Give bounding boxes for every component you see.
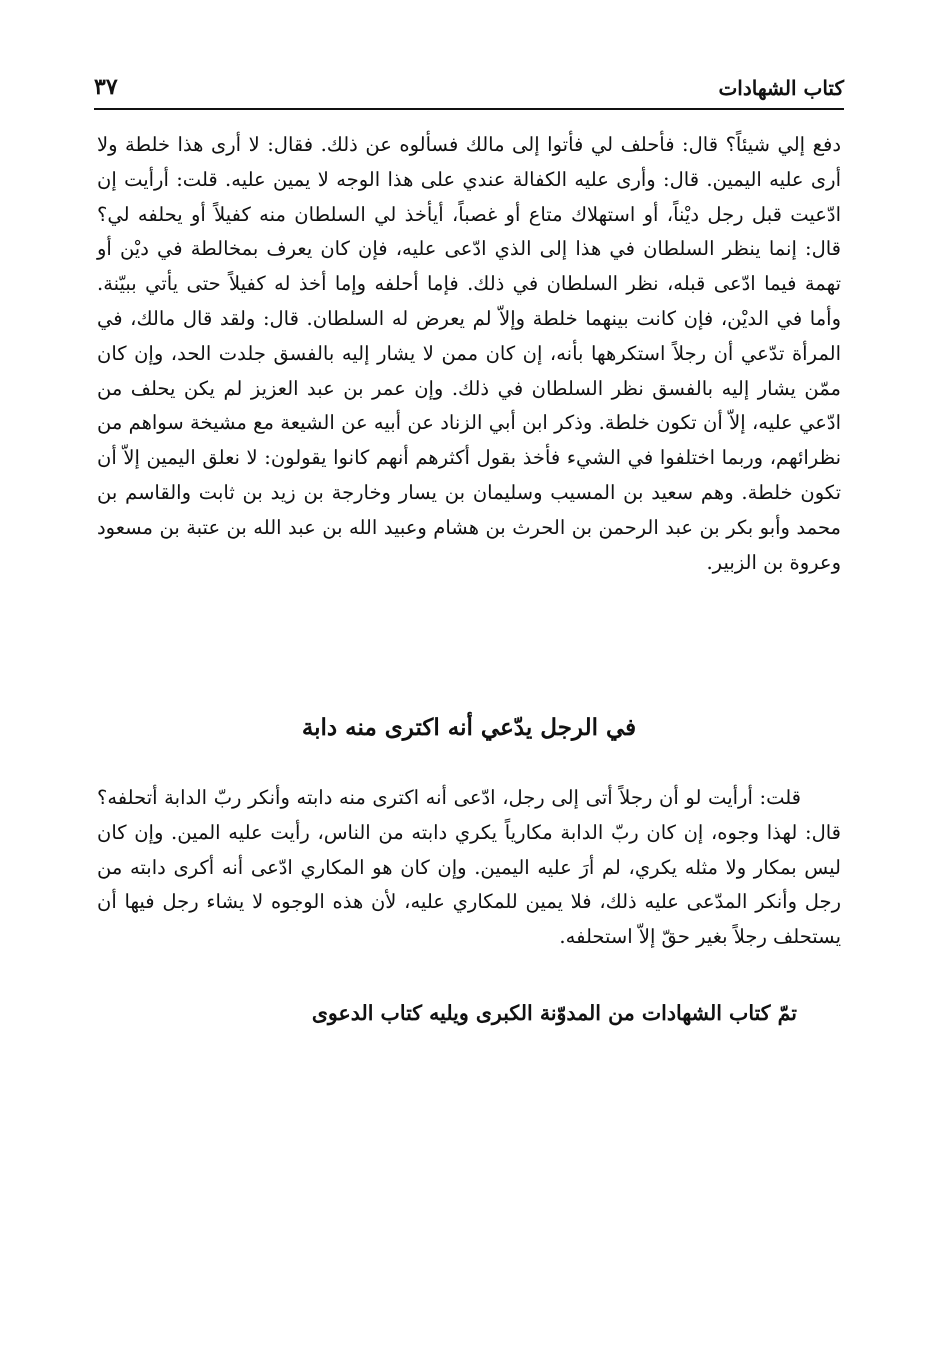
section-text-block [97,781,841,955]
paragraph-animal-rental: قلت: أرأيت لو أن رجلاً أتى إلى رجل، ادّعى أنه اكترى منه دابته وأنكر ربّ الدابة أتحلفه؟ قال: لهذا وجوه، إن كان ربّ الدابة مكارياً يكري دابته من الناس، رأيت عليه المين. وإن كان ليس بمكار ولا مثله يكري، لم أرَ عليه اليمين. وإن كان هو المكاري ادّعى أنه أكرى دابته من رجل وأنكر المدّعى عليه ذلك، فلا يمين للمكاري عليه، لأن هذه الوجوه لا يشاء رجل فيها أن يستحلف رجلاً بغير حقّ إلاّ استحلفه. [97,786,841,949]
header-rule [94,108,844,110]
header-title: كتاب الشهادات [718,76,844,100]
running-header [94,70,844,110]
closing-colophon: تمّ كتاب الشهادات من المدوّنة الكبرى ويليه كتاب الدعوى [311,1001,797,1025]
main-text-block [97,128,841,580]
page-number: ٣٧ [94,74,118,100]
section-heading: في الرجل يدّعي أنه اكترى منه دابة [301,714,637,741]
paragraph-oath-and-surety: دفع إلي شيئاً؟ قال: فأحلف لي فأتوا إلى مالك فسألوه عن ذلك. فقال: لا أرى هذا خلطة ولا أرى عليه اليمين. قال: وأرى عليه الكفالة عندي على هذا الوجه لا يمين عليه. قلت: أرأيت إن ادّعيت قبل رجل ديْناً، أو استهلاك متاع أو غصباً، أيأخذ لي السلطان منه كفيلاً أو يحلفه لي؟ قال: إنما ينظر السلطان في هذا إلى الذي ادّعى عليه، فإن كان يعرف بمخالطة في ديْن أو تهمة فيما ادّعى قبله، نظر السلطان في ذلك. فإما أحلفه وإما أخذ له كفيلاً حتى يأتي ببيّنة. وأما في الديْن، فإن كانت بينهما خلطة وإلاّ لم يعرض له السلطان. قال: ولقد قال مالك، في المرأة تدّعي أن رجلاً استكرهها بأنه، إن كان ممن لا يشار إليه بالفسق جلدت الحد، وإن كان ممّن يشار إليه بالفسق نظر السلطان في ذلك. وإن عمر بن عبد العزيز لم يكن يحلف من ادّعي عليه، إلاّ أن تكون خلطة. وذكر ابن أبي الزناد عن أبيه عن الشيعة مع مشيخة سواهم من نظرائهم، وربما اختلفوا في الشيء فأخذ بقول أكثرهم أنهم كانوا يقولون: لا نعلق اليمين إلاّ أن تكون خلطة. وهم سعيد بن المسيب وسليمان بن يسار وخارجة بن زيد بن ثابت والقاسم بن محمد وأبو بكر بن عبد الرحمن بن الحرث بن هشام وعبيد الله بن عبد الله بن عتبة بن مسعود وعروة بن الزبير. [97,133,841,574]
